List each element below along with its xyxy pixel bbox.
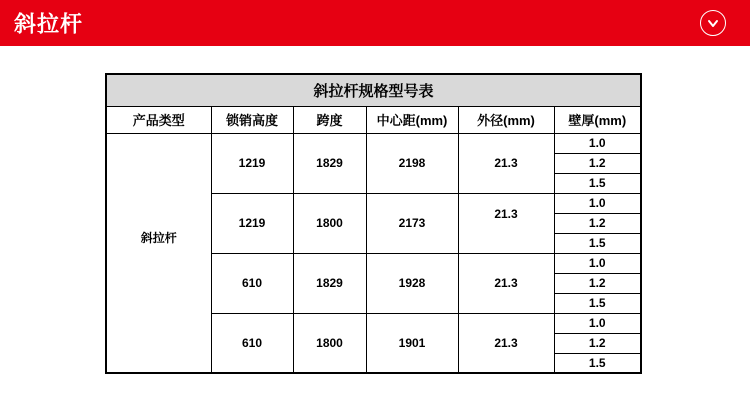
outer-diameter-cell: 21.3 bbox=[458, 253, 554, 313]
center-distance-cell: 2198 bbox=[366, 133, 458, 193]
lock-pin-height-cell: 610 bbox=[211, 313, 293, 373]
app-header bbox=[0, 0, 750, 46]
page-title: 斜拉杆 bbox=[14, 11, 84, 37]
wall-thickness-cell: 1.0 bbox=[554, 253, 641, 273]
product-type-cell: 斜拉杆 bbox=[106, 133, 211, 373]
content-area bbox=[0, 46, 750, 409]
wall-thickness-cell: 1.5 bbox=[554, 353, 641, 373]
wall-thickness-cell: 1.2 bbox=[554, 273, 641, 293]
wall-thickness-cell: 1.0 bbox=[554, 193, 641, 213]
outer-diameter-cell: 21.3 bbox=[458, 313, 554, 373]
chevron-down-icon bbox=[705, 15, 721, 31]
wall-thickness-cell: 1.5 bbox=[554, 293, 641, 313]
wall-thickness-cell: 1.2 bbox=[554, 153, 641, 173]
wall-thickness-cell: 1.5 bbox=[554, 233, 641, 253]
lock-pin-height-cell: 1219 bbox=[211, 193, 293, 253]
col-header-outer-diameter: 外径(mm) bbox=[458, 106, 554, 133]
collapse-button[interactable] bbox=[700, 10, 726, 36]
center-distance-cell: 2173 bbox=[366, 193, 458, 253]
span-cell: 1829 bbox=[293, 133, 366, 193]
wall-thickness-cell: 1.0 bbox=[554, 313, 641, 333]
col-header-center-distance: 中心距(mm) bbox=[366, 106, 458, 133]
spec-table bbox=[105, 73, 642, 374]
table-title: 斜拉杆规格型号表 bbox=[106, 74, 641, 106]
wall-thickness-cell: 1.2 bbox=[554, 213, 641, 233]
col-header-product-type: 产品类型 bbox=[106, 106, 211, 133]
wall-thickness-cell: 1.2 bbox=[554, 333, 641, 353]
wall-thickness-cell: 1.5 bbox=[554, 173, 641, 193]
lock-pin-height-cell: 610 bbox=[211, 253, 293, 313]
col-header-lock-pin-height: 锁销高度 bbox=[211, 106, 293, 133]
wall-thickness-cell: 1.0 bbox=[554, 133, 641, 153]
outer-diameter-cell: 21.3 bbox=[458, 193, 554, 253]
table-header-row bbox=[106, 106, 641, 133]
table-row bbox=[106, 133, 641, 153]
span-cell: 1800 bbox=[293, 313, 366, 373]
span-cell: 1829 bbox=[293, 253, 366, 313]
outer-diameter-cell: 21.3 bbox=[458, 133, 554, 193]
center-distance-cell: 1928 bbox=[366, 253, 458, 313]
center-distance-cell: 1901 bbox=[366, 313, 458, 373]
col-header-span: 跨度 bbox=[293, 106, 366, 133]
lock-pin-height-cell: 1219 bbox=[211, 133, 293, 193]
span-cell: 1800 bbox=[293, 193, 366, 253]
col-header-wall-thickness: 壁厚(mm) bbox=[554, 106, 641, 133]
